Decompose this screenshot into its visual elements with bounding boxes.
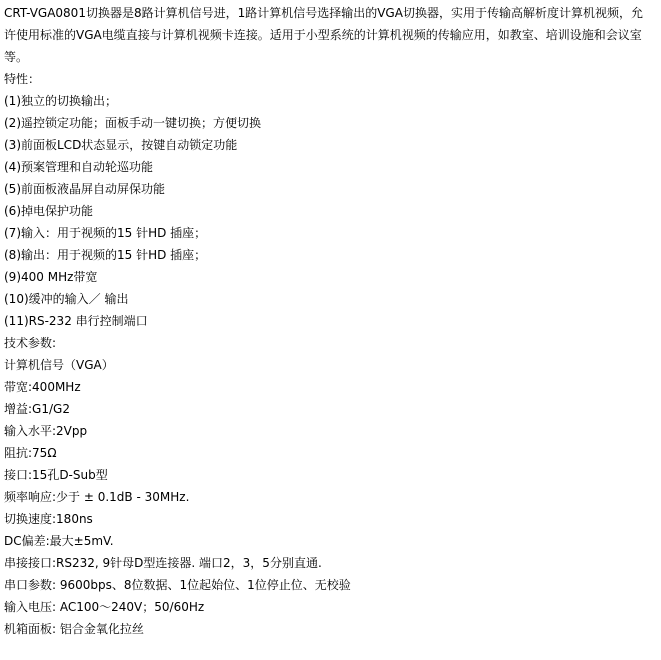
spec-item: 输入电压: AC100～240V；50/60Hz <box>4 600 205 614</box>
spec-item: DC偏差:最大±5mV. <box>4 534 114 548</box>
spec-item: 频率响应:少于 ± 0.1dB - 30MHz. <box>4 490 190 504</box>
feature-item: (5)前面板液晶屏自动屏保功能 <box>4 182 165 196</box>
spec-item: 串口参数: 9600bps、8位数据、1位起始位、1位停止位、无校验 <box>4 578 351 592</box>
spec-item: 接口:15孔D-Sub型 <box>4 468 108 482</box>
spec-item: 阻抗:75Ω <box>4 446 57 460</box>
feature-item: (6)掉电保护功能 <box>4 204 93 218</box>
specs-group-title: 计算机信号（VGA） <box>4 358 114 372</box>
spec-item: 带宽:400MHz <box>4 380 81 394</box>
intro-paragraph: CRT-VGA0801切换器是8路计算机信号进，1路计算机信号选择输出的VGA切换器，实用于传输高解析度计算机视频，允许使用标准的VGA电缆直接与计算机视频卡连接。适用于小型系统的计算机视频的传输应用，如教室、培训设施和会议室等。 <box>4 6 643 64</box>
spec-item: 输入水平:2Vpp <box>4 424 88 438</box>
spec-item: 机箱面板: 铝合金氧化拉丝 <box>4 622 144 636</box>
specs-heading: 技术参数: <box>4 336 57 350</box>
feature-item: (3)前面板LCD状态显示，按键自动锁定功能 <box>4 138 238 152</box>
spec-item: 串接接口:RS232, 9针母D型连接器. 端口2，3，5分别直通. <box>4 556 322 570</box>
feature-item: (10)缓冲的输入／ 输出 <box>4 292 129 306</box>
feature-item: (8)输出：用于视频的15 针HD 插座； <box>4 248 207 262</box>
feature-item: (11)RS-232 串行控制端口 <box>4 314 148 328</box>
feature-item: (9)400 MHz带宽 <box>4 270 98 284</box>
feature-item: (4)预案管理和自动轮巡功能 <box>4 160 153 174</box>
feature-item: (2)遥控锁定功能；面板手动一键切换；方便切换 <box>4 116 261 130</box>
feature-item: (1)独立的切换输出； <box>4 94 117 108</box>
spec-item: 增益:G1/G2 <box>4 402 70 416</box>
features-heading: 特性： <box>4 72 41 86</box>
spec-item: 切换速度:180ns <box>4 512 93 526</box>
feature-item: (7)输入：用于视频的15 针HD 插座； <box>4 226 207 240</box>
